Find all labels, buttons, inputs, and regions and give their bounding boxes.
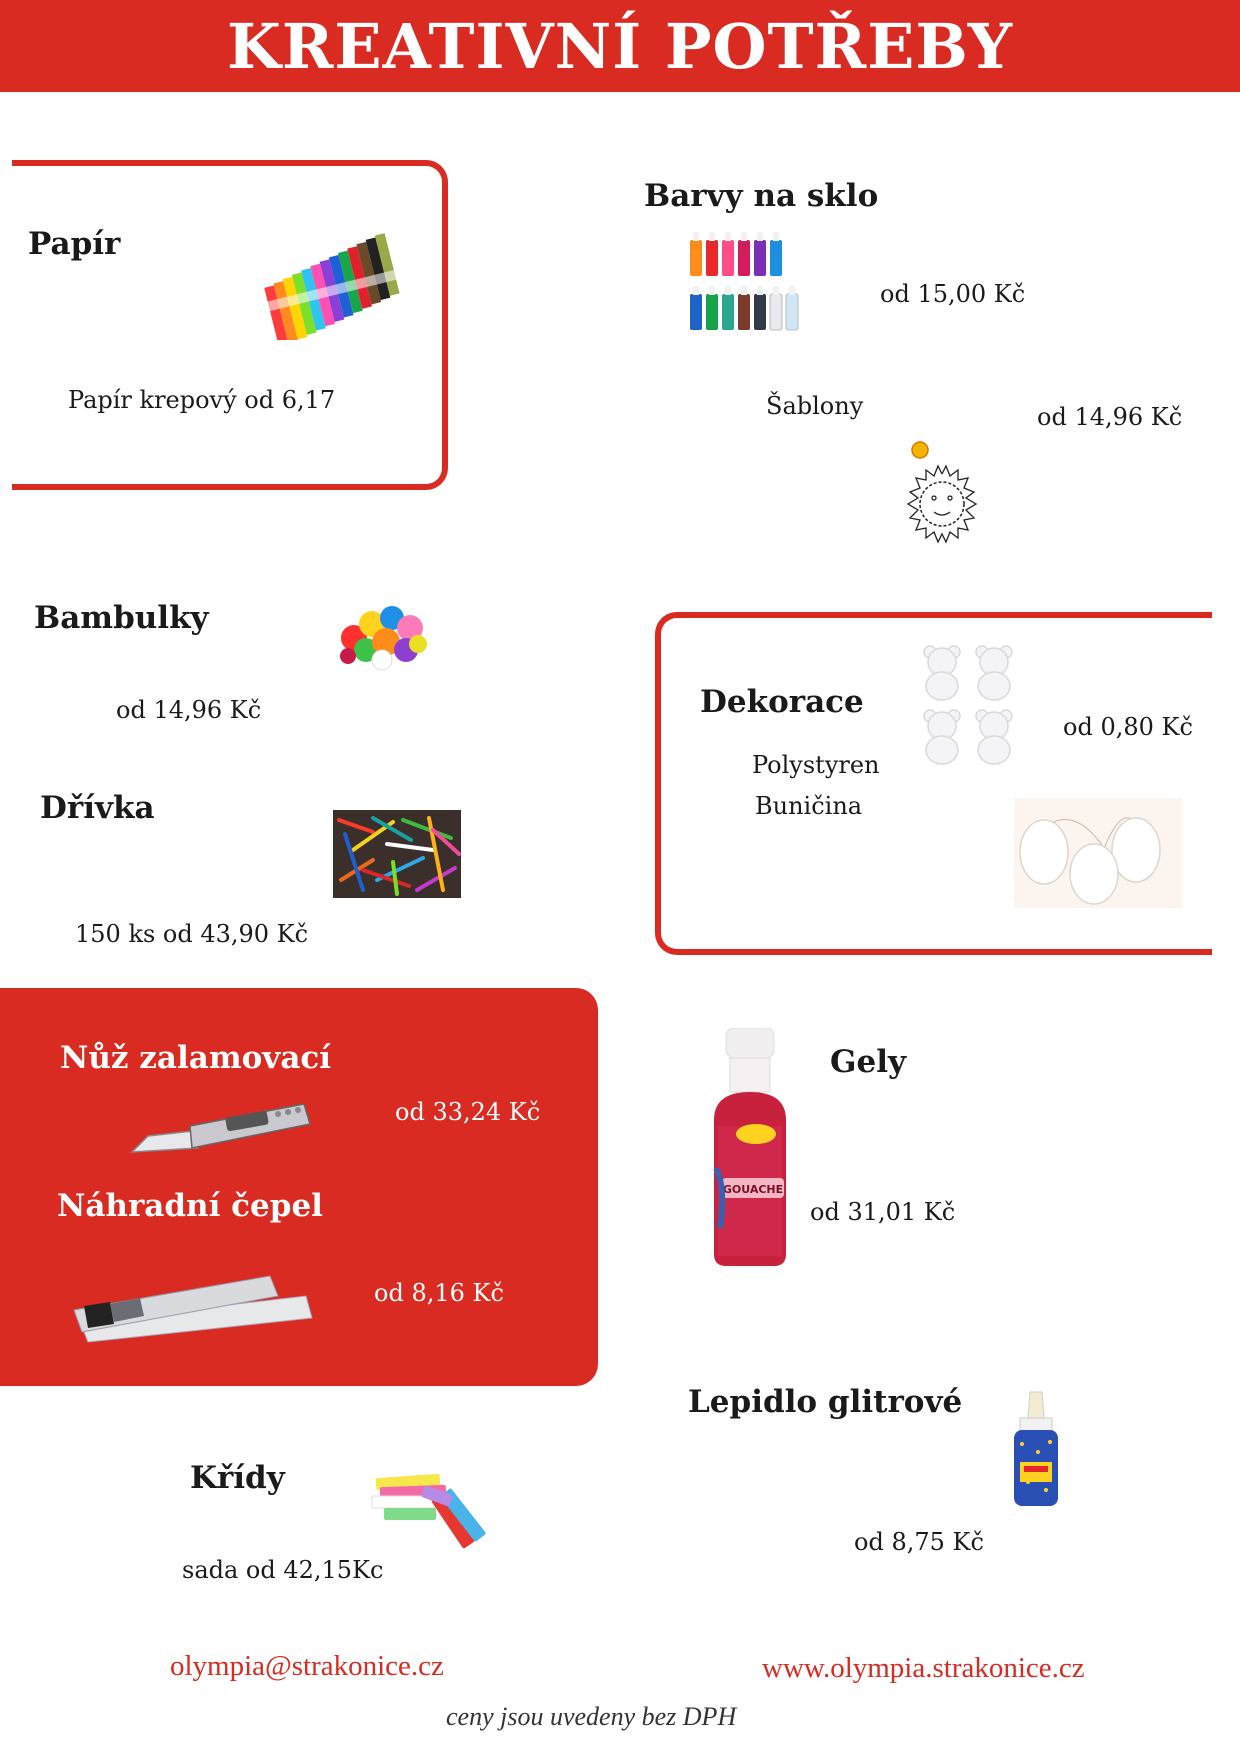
- footer-web-link[interactable]: www.olympia.strakonice.cz: [762, 1652, 1085, 1684]
- gely-heading: Gely: [830, 1044, 906, 1080]
- cepel-heading: Náhradní čepel: [57, 1188, 323, 1224]
- spare-blades-image: [70, 1266, 316, 1346]
- crepe-paper-image: [258, 232, 418, 340]
- papir-text: Papír krepový od 6,17: [68, 386, 336, 414]
- sablony-label: Šablony: [766, 392, 864, 420]
- polystyrene-eggs-image: [1014, 798, 1182, 908]
- footer-email-link[interactable]: olympia@strakonice.cz: [170, 1650, 444, 1682]
- glitter-glue-image: [1006, 1390, 1066, 1508]
- kridy-price: sada od 42,15Kc: [182, 1556, 384, 1584]
- lepidlo-heading: Lepidlo glitrové: [688, 1384, 963, 1420]
- nuz-heading: Nůž zalamovací: [60, 1040, 332, 1076]
- bambulky-heading: Bambulky: [34, 600, 209, 636]
- kridy-heading: Křídy: [190, 1460, 285, 1496]
- chalk-image: [364, 1468, 494, 1564]
- bambulky-price: od 14,96 Kč: [116, 696, 262, 724]
- page-title: KREATIVNÍ POTŘEBY: [226, 10, 1013, 83]
- dekorace-line1: Polystyren: [752, 751, 880, 779]
- footer-vat-note: ceny jsou uvedeny bez DPH: [446, 1702, 737, 1731]
- gely-price: od 31,01 Kč: [810, 1198, 956, 1226]
- dekorace-heading: Dekorace: [700, 684, 864, 720]
- wooden-sticks-image: [333, 810, 461, 898]
- pompoms-image: [334, 594, 434, 674]
- barvy-price: od 15,00 Kč: [880, 280, 1026, 308]
- gouache-bottle-image: [706, 1028, 794, 1268]
- nuz-price: od 33,24 Kč: [395, 1098, 541, 1126]
- dekorace-line2: Buničina: [755, 792, 863, 820]
- drivka-price: 150 ks od 43,90 Kč: [75, 920, 309, 948]
- cepel-price: od 8,16 Kč: [374, 1279, 504, 1307]
- drivka-heading: Dřívka: [40, 790, 155, 826]
- papir-heading: Papír: [28, 226, 121, 262]
- sablony-price: od 14,96 Kč: [1037, 403, 1183, 431]
- glass-paints-image: [688, 232, 808, 344]
- barvy-heading: Barvy na sklo: [644, 178, 879, 214]
- dekorace-price: od 0,80 Kč: [1063, 713, 1193, 741]
- gouache-label-text: GOUACHE: [722, 1183, 784, 1196]
- polystyrene-bears-image: [918, 644, 1022, 768]
- cutter-knife-image: [128, 1096, 312, 1160]
- sun-stencil-image: [904, 438, 980, 546]
- lepidlo-price: od 8,75 Kč: [854, 1528, 984, 1556]
